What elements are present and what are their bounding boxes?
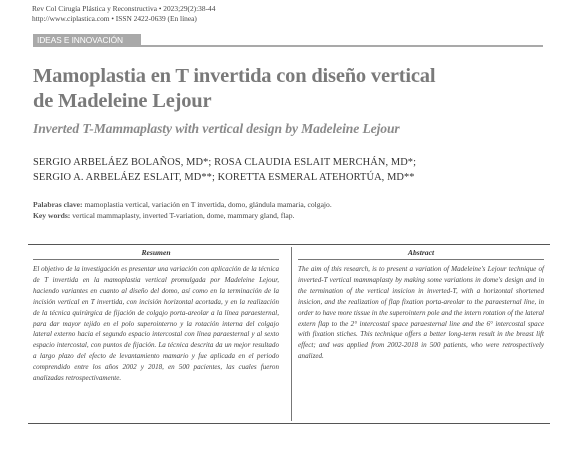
authors-line-1: SERGIO ARBELÁEZ BOLAÑOS, MD*; ROSA CLAUDIA ESLAIT MERCHÁN, MD*; <box>33 157 417 168</box>
resumen-text: El objetivo de la investigación es presentar una variación con aplicación de la técnica de T invertida en la mamoplastia vertical promulgada por Madeleine Lejour, haciendo variantes en cuanto al diseño del domo, así como en la terminación de la incisión vertical en T invertida, con incisión horizontal acortada, y en la realización de la técnica quirúrgica de fijación de colgajo porta-areolar a la línea paraesternal, para dar mayor tejido en el polo superointerno y la rotación interna del colgajo lateral externo hacia el segundo espacio intercostal con línea paraesternal y al sexto espacio intercostal, con puntos de fijación. La técnica descrita da un mejor resultado a largo plazo del efecto de levantamiento mamario y fue aplicada en el periodo comprendido entre los años 2002 y 2018, en 500 pacientes, las cuales fueron analizadas retrospectivamente. <box>33 265 279 383</box>
keywords-block <box>33 200 553 221</box>
abstract-heading: Abstract <box>298 248 544 260</box>
resumen-column <box>33 245 279 384</box>
article-title-line-2: de Madeleine Lejour <box>33 90 212 112</box>
section-label: IDEAS E INNOVACIÓN <box>33 34 141 47</box>
article-title-line-1: Mamoplastia en T invertida con diseño vertical <box>33 65 436 87</box>
article-subtitle: Inverted T-Mammaplasty with vertical design by Madeleine Lejour <box>33 121 400 136</box>
section-rule <box>141 45 543 47</box>
keywords-en-label: Key words: <box>33 210 71 220</box>
author-list <box>33 156 553 185</box>
keywords-es-label: Palabras clave: <box>33 200 83 209</box>
keywords-en <box>33 211 553 222</box>
abstract-column <box>298 245 544 362</box>
journal-url-issn: http://www.ciplastica.com • ISSN 2422-0639 (En línea) <box>32 14 197 23</box>
article-title <box>33 64 553 114</box>
journal-header <box>32 4 452 24</box>
resumen-heading: Resumen <box>33 248 279 260</box>
keywords-en-text: vertical mammaplasty, inverted T-variation, dome, mammary gland, flap. <box>70 210 295 220</box>
journal-citation: Rev Col Cirugía Plástica y Reconstructiva • 2023;29(2):38-44 <box>32 4 216 13</box>
column-divider <box>291 247 292 421</box>
section-band <box>33 34 543 47</box>
keywords-es <box>33 200 553 211</box>
abstract-box <box>28 244 550 424</box>
abstract-text: The aim of this research, is to present a variation of Madeleine's Lejour technique of inverted-T vertical mammaplasty by making some variations in dome's design and in the termination of the vertical insicion in inverted-T, with a horizontal shortened insicion, and the realization of flap fixation porta-areolar to the paraesternal line, in order to have more tissue in the superointern pole and the intern rotation of the lateral extern flap to the 2° intercostal space paraesternal line and the 6° intercostal space with fixation stiches. This technique offers a better long-term result in the breast lift effect; and was applied from 2002-2018 in 500 patients, who were retrospectively analized. <box>298 265 544 361</box>
authors-line-2: SERGIO A. ARBELÁEZ ESLAIT, MD**; KORETTA ESMERAL ATEHORTÚA, MD** <box>33 171 415 183</box>
keywords-es-text: mamoplastia vertical, variación en T invertida, domo, glándula mamaria, colgajo. <box>82 200 332 209</box>
